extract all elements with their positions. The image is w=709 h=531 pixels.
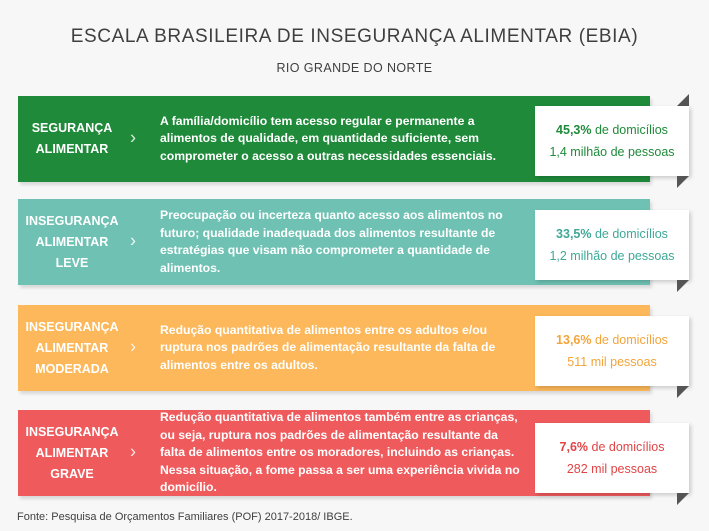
- stat-people: 1,2 milhão de pessoas: [549, 249, 675, 263]
- stat-percent-suffix: de domicílios: [591, 333, 668, 347]
- stat-people: 1,4 milhão de pessoas: [549, 145, 675, 159]
- stat-card: [535, 423, 689, 493]
- page-subtitle: RIO GRANDE DO NORTE: [276, 61, 433, 75]
- fold-corner: [677, 94, 689, 106]
- band-description: Redução quantitativa de alimentos entre os adultos e/ou ruptura nos padrões de alimentação resultante da falta de alimentos entre os adultos.: [160, 322, 496, 372]
- source-note: Fonte: Pesquisa de Orçamentos Familiares (POF) 2017-2018/ IBGE.: [17, 511, 353, 523]
- fold-corner: [677, 493, 689, 505]
- stat-percent: 13,6%: [556, 333, 592, 347]
- band-label: INSEGURANÇA ALIMENTAR GRAVE: [25, 424, 119, 481]
- fold-corner: [677, 176, 689, 188]
- stat-percent-suffix: de domicílios: [591, 123, 668, 137]
- stat-percent: 7,6%: [559, 440, 589, 454]
- stat-card: [535, 316, 689, 386]
- stat-percent: 33,5%: [556, 227, 592, 241]
- chevron-right-icon: ›: [130, 441, 136, 462]
- band-label: SEGURANÇA ALIMENTAR: [31, 121, 113, 156]
- fold-corner: [677, 386, 689, 398]
- band-label: INSEGURANÇA ALIMENTAR MODERADA: [25, 319, 119, 376]
- stat-people: 511 mil pessoas: [567, 355, 657, 369]
- band-description: Preocupação ou incerteza quanto acesso aos alimentos no futuro; qualidade inadequada dos alimentos resultante de estratégias que visam não comprometer a quantidade de alimentos.: [160, 208, 503, 275]
- stat-percent-suffix: de domicílios: [588, 440, 665, 454]
- stat-card: [535, 210, 689, 280]
- band-description: A família/domicílio tem acesso regular e permanente a alimentos de qualidade, em quantidade suficiente, sem comprometer o acesso a outras necessidades essenciais.: [160, 113, 497, 163]
- page-title: ESCALA BRASILEIRA DE INSEGURANÇA ALIMENTAR (EBIA): [70, 26, 639, 47]
- chevron-right-icon: ›: [130, 127, 136, 148]
- chevron-right-icon: ›: [130, 336, 136, 357]
- band-label: INSEGURANÇA ALIMENTAR LEVE: [25, 213, 119, 270]
- chevron-right-icon: ›: [130, 230, 136, 251]
- stat-people: 282 mil pessoas: [566, 462, 658, 476]
- fold-corner: [677, 280, 689, 292]
- stat-percent: 45,3%: [556, 123, 592, 137]
- band-description: Redução quantitativa de alimentos também entre as crianças, ou seja, ruptura nos padrões de alimentação resultante da falta de alimentos entre os moradores, incluindo as crianças. Nessa situação, a fome passa a ser uma experiência vivida no domicílio.: [160, 410, 520, 495]
- stat-percent-suffix: de domicílios: [591, 227, 668, 241]
- stat-card: [535, 106, 689, 176]
